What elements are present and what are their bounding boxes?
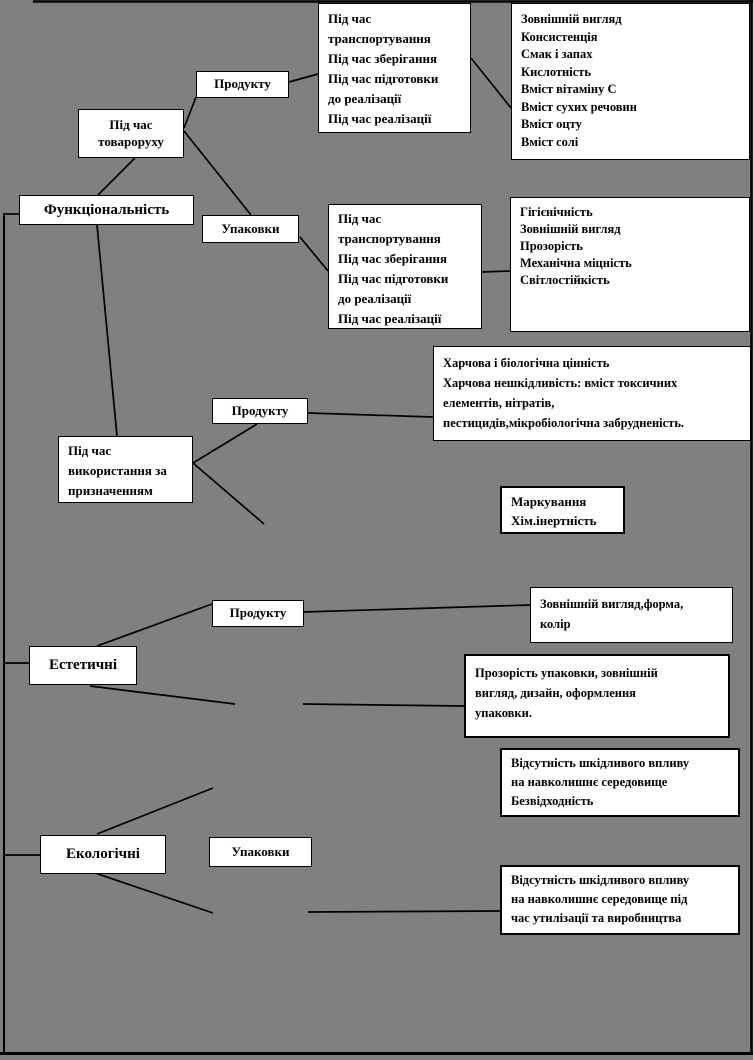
text-line: пестицидів,мікробіологічна забрудненість. [443, 416, 685, 430]
text-line: Вміст вітаміну С [521, 82, 617, 96]
node-upakovka-1: Упаковки [202, 215, 299, 243]
text-line: Смак і запах [521, 47, 593, 61]
node-estetychni: Естетичні [29, 646, 137, 685]
text-line: Механічна міцність [520, 256, 632, 270]
node-funkcionalnist: Функціональність [19, 195, 194, 225]
connector-estetychni-produkt3 [97, 604, 212, 646]
text-line: Кислотність [521, 64, 592, 79]
text-line: Під час підготовки [338, 271, 449, 286]
text-line: використання за [68, 463, 167, 478]
text-line: Під час [68, 443, 112, 458]
text-line: упаковки. [475, 706, 532, 720]
text-line: транспортування [338, 231, 441, 246]
text-line: товароруху [98, 133, 164, 149]
connector-stages1-productprops [471, 58, 511, 108]
connector-estetychni-prozorist-b [303, 704, 464, 706]
node-upakovka-2: Упаковки [209, 837, 312, 867]
connector-estetychni-prozorist-a [90, 686, 235, 704]
text-line: Під час зберігання [338, 251, 447, 266]
text-line: Безвідходність [511, 794, 594, 808]
text-line: Світлостійкість [520, 273, 610, 287]
connector-produkt1-stages1 [289, 74, 318, 82]
text-line: Харчова нешкідливість: вміст токсичних [443, 376, 678, 390]
text-line: на навколишнє середовище [511, 775, 668, 789]
node-markuvannia [500, 486, 625, 534]
text-line: елементів, нітратів, [443, 396, 555, 410]
text-line: Під час реалізації [338, 311, 442, 326]
node-utylizatsiia [500, 865, 740, 935]
text-line: Хім.інертність [511, 513, 597, 528]
connector-ekolohichni-utylizatsiia-b [308, 911, 500, 912]
connector-tovarorukh-upakovka1 [184, 131, 251, 215]
text-line: Вміст солі [521, 134, 579, 149]
connector-funkcionalnist-vykorystannia [97, 225, 117, 436]
connector-vykorystannia-produkt2 [193, 424, 257, 463]
connector-ekolohichni-bezvidkhodnist [97, 788, 213, 834]
node-bezvidkhodnist [500, 748, 740, 817]
text-line: Вміст сухих речовин [521, 99, 637, 114]
text-line: вигляд, дизайн, оформлення [475, 686, 636, 700]
text-line: колір [540, 617, 571, 631]
text-line: Під час [328, 11, 372, 26]
node-produkt-1: Продукту [196, 71, 289, 98]
connector-produkt2-kharchova [308, 413, 433, 417]
connector-vykorystannia-markuvannia [193, 463, 264, 524]
text-line: Гігієнічність [520, 205, 593, 219]
text-line: на навколишнє середовище під [511, 892, 688, 906]
connector-upakovka1-stages2 [300, 237, 328, 271]
node-zovnishnii-vyhliad-forma [530, 587, 733, 643]
text-line: Прозорість [520, 239, 583, 253]
connector-tovarorukh-produkt1 [184, 97, 196, 128]
text-line: призначенням [68, 483, 153, 498]
node-ekolohichni: Екологічні [40, 835, 166, 874]
text-line: Відсутність шкідливого впливу [511, 873, 690, 887]
text-line: Під час [338, 211, 382, 226]
node-prozorist-upakovky [464, 654, 730, 738]
text-line: Під час реалізації [328, 111, 432, 126]
connector-funkcionalnist-tovarorukh [98, 158, 135, 195]
text-line: транспортування [328, 31, 431, 46]
node-stages-produkt [318, 3, 471, 133]
text-line: Зовнішній вигляд,форма, [540, 597, 684, 611]
connector-stages2-packageprops [482, 271, 510, 272]
text-line: Харчова і біологічна цінність [443, 356, 610, 370]
text-line: Під час зберігання [328, 51, 437, 66]
node-product-properties [511, 3, 750, 160]
text-line: Консистенція [521, 29, 598, 44]
node-tovarorukh [78, 109, 184, 158]
connector-ekolohichni-utylizatsiia-a [95, 873, 213, 913]
connector-produkt3-zovnvyhliad [303, 605, 530, 612]
text-line: Зовнішній вигляд [520, 222, 621, 236]
text-line: до реалізації [328, 91, 402, 106]
node-stages-upakovka [328, 204, 482, 329]
text-line: час утилізації та виробництва [511, 911, 682, 925]
node-vykorystannia [58, 436, 193, 503]
node-produkt-2: Продукту [212, 398, 308, 424]
text-line: Під час [109, 117, 153, 133]
text-line: Маркування [511, 494, 587, 509]
text-line: Відсутність шкідливого впливу [511, 756, 690, 770]
text-line: Прозорість упаковки, зовнішній [475, 666, 658, 680]
text-line: до реалізації [338, 291, 412, 306]
text-line: Під час підготовки [328, 71, 439, 86]
node-kharchova-cinnist [433, 346, 751, 441]
text-line: Вміст оцту [521, 117, 582, 131]
node-produkt-3: Продукту [212, 600, 304, 627]
text-line: Зовнішній вигляд [521, 12, 622, 26]
node-package-properties [510, 197, 750, 332]
